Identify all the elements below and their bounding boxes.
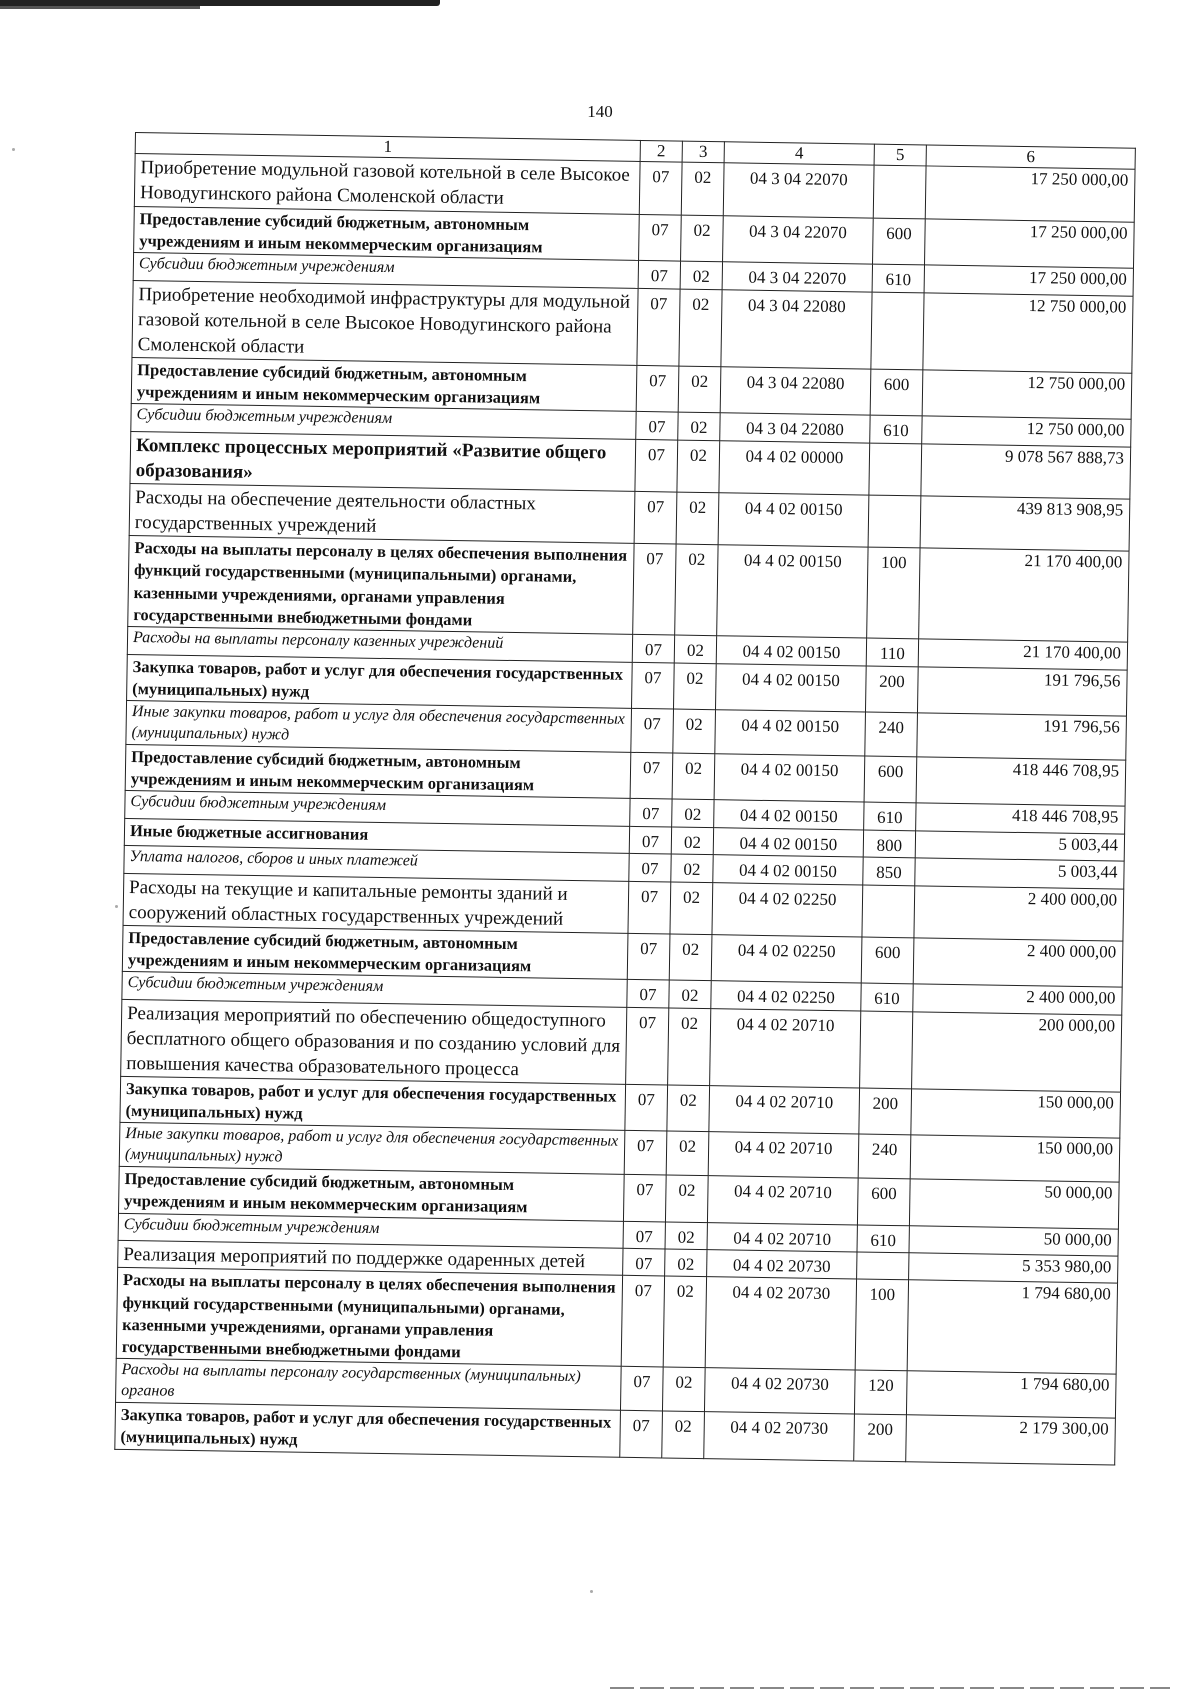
row-target-code: 04 4 02 00150 [715, 663, 866, 712]
row-subsection: 02 [670, 882, 713, 935]
row-amount: 1 794 680,00 [906, 1371, 1116, 1418]
row-description: Закупка товаров, работ и услуг для обеспечения государственных (муниципальных) нужд [115, 1402, 621, 1456]
row-target-code: 04 4 02 00150 [715, 710, 866, 756]
row-target-code: 04 4 02 20710 [707, 1176, 858, 1225]
row-target-code: 04 4 02 20710 [709, 1086, 860, 1135]
row-section: 07 [629, 826, 671, 854]
row-target-code: 04 4 02 02250 [711, 934, 862, 983]
row-amount: 2 400 000,00 [914, 885, 1124, 940]
row-description: Расходы на выплаты персоналу в целях обеспечения выполнения функций государственными (муниципальными) органами, казенными учреждениями, органами управления государственными внебюджетными фондами [116, 1268, 622, 1367]
row-amount: 12 750 000,00 [922, 370, 1132, 420]
row-target-code: 04 4 02 00150 [718, 493, 869, 548]
row-subsection: 02 [666, 1131, 709, 1175]
row-description: Закупка товаров, работ и услуг для обеспечения государственных (муниципальных) нужд [120, 1076, 626, 1130]
row-expense-type: 100 [855, 1279, 908, 1371]
row-target-code: 04 4 02 00150 [713, 855, 863, 885]
row-section: 07 [629, 853, 671, 881]
row-description: Предоставление субсидий бюджетным, автономным учреждениям и иным некоммерческим организациям [134, 206, 640, 260]
row-description: Субсидии бюджетным учреждениям [131, 404, 636, 439]
table-row [116, 1268, 1117, 1375]
row-description: Уплата налогов, сборов и иных платежей [124, 845, 629, 880]
row-subsection: 02 [681, 162, 724, 215]
row-subsection: 02 [669, 980, 711, 1008]
row-target-code: 04 4 02 00150 [714, 753, 865, 802]
row-description: Реализация мероприятий по обеспечению общедоступного бесплатного общего образования и по созданию условий для повышения качества образовательного процесса [121, 999, 627, 1084]
row-target-code: 04 3 04 22070 [723, 163, 874, 218]
row-expense-type: 110 [866, 638, 918, 666]
row-description: Субсидии бюджетным учреждениям [118, 1213, 623, 1248]
row-subsection: 02 [671, 854, 713, 882]
header-cell-5: 5 [874, 144, 926, 166]
row-section: 07 [636, 365, 679, 412]
row-subsection: 02 [678, 366, 721, 413]
row-expense-type [871, 292, 924, 370]
budget-table [114, 132, 1136, 1465]
row-target-code: 04 3 04 22080 [721, 289, 872, 369]
row-subsection: 02 [665, 1249, 707, 1277]
row-subsection: 02 [674, 635, 716, 663]
row-target-code: 04 4 02 02250 [712, 882, 863, 937]
row-expense-type: 600 [861, 937, 914, 984]
row-amount: 150 000,00 [910, 1135, 1120, 1182]
header-cell-3: 3 [682, 141, 724, 163]
row-amount: 12 750 000,00 [922, 416, 1131, 447]
row-section: 07 [626, 1007, 669, 1085]
row-section: 07 [620, 1367, 663, 1411]
row-description: Предоставление субсидий бюджетным, автономным учреждениям и иным некоммерческим организациям [119, 1166, 625, 1220]
row-subsection: 02 [662, 1367, 705, 1411]
row-expense-type: 850 [863, 857, 915, 885]
row-subsection: 02 [665, 1175, 708, 1222]
row-expense-type: 610 [861, 983, 913, 1011]
row-subsection: 02 [675, 544, 718, 636]
row-expense-type: 600 [870, 369, 923, 416]
row-description: Приобретение модульной газовой котельной в селе Высокое Новодугинского района Смоленской области [134, 154, 640, 214]
row-target-code: 04 4 02 20710 [707, 1222, 857, 1252]
row-target-code: 04 4 02 00150 [713, 827, 863, 857]
row-description: Комплекс процессных мероприятий «Развитие общего образования» [130, 431, 636, 491]
budget-table-container [114, 132, 1136, 1465]
row-section: 07 [632, 662, 675, 709]
row-description: Предоставление субсидий бюджетным, автономным учреждениям и иным некоммерческим организациям [131, 357, 637, 411]
row-section: 07 [630, 799, 672, 827]
row-description: Иные закупки товаров, работ и услуг для обеспечения государственных (муниципальных) нужд [126, 701, 632, 753]
row-target-code: 04 4 02 02250 [711, 981, 861, 1011]
row-section: 07 [637, 288, 680, 366]
row-target-code: 04 4 02 20730 [707, 1250, 857, 1280]
row-expense-type: 610 [870, 415, 922, 443]
row-subsection: 02 [669, 934, 712, 981]
row-expense-type [868, 495, 921, 548]
header-cell-1: 1 [135, 133, 640, 162]
scan-edge-mark-secondary [0, 6, 200, 9]
row-subsection: 02 [673, 709, 716, 753]
row-expense-type [857, 1252, 909, 1280]
row-section: 07 [623, 1248, 665, 1276]
table-row [121, 999, 1122, 1092]
row-subsection: 02 [674, 663, 717, 710]
row-section: 07 [620, 1410, 663, 1457]
table-row [128, 535, 1129, 642]
row-expense-type: 600 [864, 756, 917, 803]
row-subsection: 02 [668, 1008, 711, 1086]
row-subsection: 02 [665, 1221, 707, 1249]
row-amount: 17 250 000,00 [925, 166, 1135, 221]
row-section: 07 [634, 491, 677, 544]
row-description: Приобретение необходимой инфраструктуры для модульной газовой котельной в селе Высокое Новодугинского района Смоленской области [132, 280, 638, 365]
row-expense-type [862, 885, 915, 938]
row-amount: 21 170 400,00 [919, 548, 1129, 642]
row-description: Субсидии бюджетным учреждениям [125, 791, 630, 826]
row-amount: 1 794 680,00 [907, 1280, 1117, 1374]
row-description: Предоставление субсидий бюджетным, автономным учреждениям и иным некоммерческим организациям [122, 925, 628, 979]
row-amount: 50 000,00 [909, 1225, 1118, 1256]
row-target-code: 04 4 02 00150 [716, 636, 866, 666]
row-subsection: 02 [663, 1276, 706, 1368]
row-description: Субсидии бюджетным учреждениям [122, 972, 627, 1007]
row-description: Расходы на выплаты персоналу в целях обеспечения выполнения функций государственными (муниципальными) органами, казенными учреждениями, органами управления государственными внебюджетными фондами [128, 535, 634, 634]
row-target-code: 04 4 02 20710 [710, 1008, 861, 1088]
page-number: 140 [587, 102, 613, 121]
row-expense-type: 800 [863, 830, 915, 858]
row-target-code: 04 4 02 00000 [719, 440, 870, 495]
row-expense-type: 200 [859, 1088, 912, 1135]
row-subsection: 02 [679, 289, 722, 367]
row-section: 07 [627, 933, 670, 980]
row-expense-type: 600 [873, 218, 926, 265]
row-target-code: 04 4 02 20730 [705, 1277, 856, 1370]
row-amount: 5 003,44 [915, 858, 1124, 889]
row-section: 07 [621, 1276, 664, 1368]
row-target-code: 04 4 02 00150 [717, 545, 868, 638]
row-amount: 191 796,56 [917, 713, 1127, 760]
scan-speck [115, 905, 118, 908]
row-section: 07 [631, 708, 674, 752]
row-description: Предоставление субсидий бюджетным, автономным учреждениям и иным некоммерческим организациям [125, 744, 631, 798]
row-description: Субсидии бюджетным учреждениям [133, 253, 638, 288]
row-target-code: 04 3 04 22070 [723, 215, 874, 264]
row-expense-type: 200 [854, 1414, 907, 1461]
row-amount: 17 250 000,00 [924, 265, 1133, 296]
row-subsection: 02 [680, 261, 722, 289]
row-section: 07 [638, 261, 680, 289]
row-section: 07 [630, 752, 673, 799]
scan-speck [590, 1590, 593, 1593]
row-expense-type: 600 [857, 1178, 910, 1225]
row-amount: 2 400 000,00 [913, 984, 1122, 1015]
table-row [132, 280, 1133, 373]
row-subsection: 02 [667, 1085, 710, 1132]
row-section: 07 [636, 412, 678, 440]
row-target-code: 04 3 04 22080 [720, 413, 870, 443]
row-section: 07 [628, 881, 671, 934]
row-section: 07 [627, 980, 669, 1008]
row-subsection: 02 [662, 1411, 705, 1458]
row-amount: 418 446 708,95 [916, 803, 1125, 834]
row-section: 07 [624, 1131, 667, 1175]
row-section: 07 [632, 634, 674, 662]
row-section: 07 [623, 1221, 665, 1249]
row-target-code: 04 3 04 22080 [720, 366, 871, 415]
row-description: Иные закупки товаров, работ и услуг для обеспечения государственных (муниципальных) нужд [119, 1123, 625, 1175]
row-amount: 2 179 300,00 [906, 1415, 1116, 1465]
row-amount: 21 170 400,00 [918, 639, 1127, 670]
row-expense-type: 200 [865, 666, 918, 713]
row-amount: 12 750 000,00 [923, 292, 1133, 373]
row-amount: 9 078 567 888,73 [921, 444, 1131, 499]
row-description: Иные бюджетные ассигнования [124, 818, 629, 853]
row-amount: 200 000,00 [912, 1011, 1122, 1092]
row-description: Расходы на обеспечение деятельности областных государственных учреждений [129, 483, 635, 543]
row-expense-type [873, 166, 926, 219]
row-section: 07 [633, 543, 676, 635]
row-amount: 5 003,44 [915, 830, 1124, 861]
row-amount: 5 353 980,00 [909, 1253, 1118, 1284]
row-target-code: 04 3 04 22070 [722, 262, 872, 292]
row-section: 07 [635, 439, 678, 492]
row-subsection: 02 [676, 492, 719, 545]
row-amount: 439 813 908,95 [920, 496, 1130, 551]
row-amount: 17 250 000,00 [925, 218, 1135, 268]
row-target-code: 04 4 02 20730 [704, 1368, 855, 1414]
row-expense-type: 610 [864, 802, 916, 830]
row-description: Расходы на выплаты персоналу государственных (муниципальных) органов [116, 1359, 622, 1411]
row-expense-type: 120 [854, 1370, 907, 1414]
row-expense-type [860, 1011, 913, 1089]
row-target-code: 04 4 02 00150 [714, 800, 864, 830]
row-section: 07 [639, 214, 682, 261]
row-subsection: 02 [671, 827, 713, 855]
row-expense-type: 610 [872, 264, 924, 292]
row-description: Закупка товаров, работ и услуг для обеспечения государственных (муниципальных) нужд [127, 654, 633, 708]
header-cell-4: 4 [724, 142, 874, 166]
scan-bottom-edge [610, 1687, 1170, 1689]
row-expense-type: 240 [865, 712, 918, 756]
row-subsection: 02 [672, 753, 715, 800]
row-expense-type [869, 443, 922, 496]
row-description: Расходы на текущие и капитальные ремонты зданий и сооружений областных государственных учреждений [123, 873, 629, 933]
row-amount: 2 400 000,00 [913, 937, 1123, 987]
header-cell-6: 6 [926, 145, 1135, 170]
row-subsection: 02 [681, 215, 724, 262]
row-expense-type: 100 [867, 547, 920, 639]
row-subsection: 02 [677, 440, 720, 493]
row-expense-type: 240 [858, 1134, 911, 1178]
row-description: Расходы на выплаты персоналу казенных учреждений [127, 627, 632, 662]
row-section: 07 [639, 162, 682, 215]
row-description: Реализация мероприятий по поддержке одаренных детей [118, 1240, 623, 1275]
row-target-code: 04 4 02 20730 [704, 1412, 855, 1461]
scan-speck [12, 148, 15, 151]
header-cell-2: 2 [640, 140, 682, 162]
row-section: 07 [623, 1174, 666, 1221]
row-subsection: 02 [678, 412, 720, 440]
row-subsection: 02 [672, 799, 714, 827]
row-expense-type: 610 [857, 1224, 909, 1252]
row-amount: 191 796,56 [917, 666, 1127, 716]
row-amount: 150 000,00 [911, 1089, 1121, 1139]
row-section: 07 [625, 1084, 668, 1131]
row-target-code: 04 4 02 20710 [708, 1132, 859, 1178]
row-amount: 418 446 708,95 [916, 757, 1126, 807]
row-amount: 50 000,00 [909, 1179, 1119, 1229]
